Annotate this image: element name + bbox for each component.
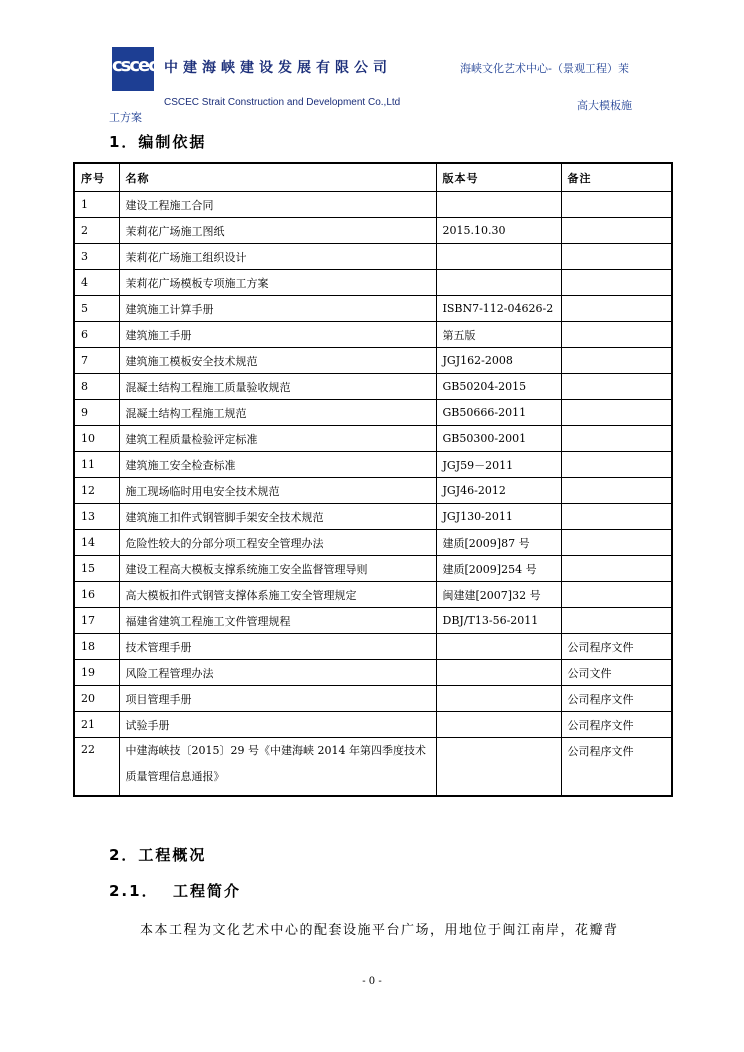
table-row [74, 452, 672, 478]
cell-version: 第五版 [436, 322, 561, 348]
cell-version: DBJ/T13-56-2011 [436, 608, 561, 634]
col-header-version: 版本号 [436, 163, 561, 192]
cell-version: 建质[2009]87 号 [436, 530, 561, 556]
cell-note [561, 478, 672, 504]
table-row [74, 556, 672, 582]
cell-note: 公司文件 [561, 660, 672, 686]
company-name-cn: 中建海峡建设发展有限公司 [164, 60, 392, 76]
cell-note [561, 270, 672, 296]
cell-no: 6 [74, 322, 119, 348]
table-row [74, 660, 672, 686]
col-header-no: 序号 [74, 163, 119, 192]
project-title-line2: 高大模板施 [577, 99, 632, 112]
cell-note [561, 426, 672, 452]
cell-name: 茉莉花广场施工组织设计 [119, 244, 436, 270]
cell-version: JGJ130-2011 [436, 504, 561, 530]
section-2-heading: 2．工程概况 [109, 846, 207, 864]
cell-note [561, 244, 672, 270]
cell-name: 建筑施工模板安全技术规范 [119, 348, 436, 374]
cell-no: 13 [74, 504, 119, 530]
cell-version: JGJ46-2012 [436, 478, 561, 504]
table-row [74, 712, 672, 738]
cell-note: 公司程序文件 [561, 712, 672, 738]
cell-no: 3 [74, 244, 119, 270]
cell-note [561, 374, 672, 400]
cell-name: 建筑施工安全检查标准 [119, 452, 436, 478]
col-header-name: 名称 [119, 163, 436, 192]
table-row [74, 374, 672, 400]
table-row [74, 738, 672, 797]
cell-no: 8 [74, 374, 119, 400]
cell-version [436, 244, 561, 270]
cell-note: 公司程序文件 [561, 634, 672, 660]
cell-name: 建设工程施工合同 [119, 192, 436, 218]
table-row [74, 400, 672, 426]
cell-name: 施工现场临时用电安全技术规范 [119, 478, 436, 504]
table-row [74, 504, 672, 530]
basis-table-body [74, 163, 672, 796]
logo-text: cscec [112, 55, 157, 76]
cell-name: 中建海峡技〔2015〕29 号《中建海峡 2014 年第四季度技术质量管理信息通报》 [119, 738, 436, 797]
cell-version: 闽建建[2007]32 号 [436, 582, 561, 608]
cell-note [561, 348, 672, 374]
cell-name: 茉莉花广场施工图纸 [119, 218, 436, 244]
company-name-en: CSCEC Strait Construction and Development Co.,Ltd [164, 97, 401, 108]
cell-version [436, 660, 561, 686]
company-logo [112, 47, 157, 91]
cell-no: 15 [74, 556, 119, 582]
cell-version: JGJ59－2011 [436, 452, 561, 478]
cell-no: 19 [74, 660, 119, 686]
table-row [74, 478, 672, 504]
table-row [74, 634, 672, 660]
cell-no: 16 [74, 582, 119, 608]
cell-version [436, 738, 561, 797]
cell-name: 福建省建筑工程施工文件管理规程 [119, 608, 436, 634]
table-row [74, 608, 672, 634]
cell-version: 建质[2009]254 号 [436, 556, 561, 582]
project-title-line1: 海峡文化艺术中心-（景观工程）茉 [460, 62, 629, 75]
table-row [74, 322, 672, 348]
table-row [74, 582, 672, 608]
cell-version: 2015.10.30 [436, 218, 561, 244]
intro-paragraph: 本本工程为文化艺术中心的配套设施平台广场，用地位于闽江南岸，花瓣背 [140, 923, 619, 938]
cell-version [436, 686, 561, 712]
cell-note [561, 556, 672, 582]
cell-version [436, 270, 561, 296]
cell-no: 5 [74, 296, 119, 322]
cell-no: 17 [74, 608, 119, 634]
cell-no: 1 [74, 192, 119, 218]
table-row [74, 218, 672, 244]
cell-no: 9 [74, 400, 119, 426]
cell-version: JGJ162-2008 [436, 348, 561, 374]
cell-note [561, 400, 672, 426]
project-title-line3: 工方案 [109, 111, 142, 124]
cell-no: 22 [74, 738, 119, 797]
section-1-heading: 1．编制依据 [109, 133, 207, 151]
cell-no: 14 [74, 530, 119, 556]
cell-version: ISBN7-112-04626-2 [436, 296, 561, 322]
cell-name: 建筑施工扣件式钢管脚手架安全技术规范 [119, 504, 436, 530]
table-row [74, 530, 672, 556]
cell-no: 7 [74, 348, 119, 374]
table-row [74, 270, 672, 296]
cell-version [436, 634, 561, 660]
page-number: - 0 - [362, 976, 382, 987]
cell-name: 混凝土结构工程施工质量验收规范 [119, 374, 436, 400]
cell-name: 茉莉花广场模板专项施工方案 [119, 270, 436, 296]
table-row [74, 686, 672, 712]
table-header-row [74, 163, 672, 192]
cell-name: 建筑施工计算手册 [119, 296, 436, 322]
cell-name: 高大模板扣件式钢管支撑体系施工安全管理规定 [119, 582, 436, 608]
cell-no: 18 [74, 634, 119, 660]
cell-name: 建筑工程质量检验评定标准 [119, 426, 436, 452]
cell-name: 危险性较大的分部分项工程安全管理办法 [119, 530, 436, 556]
cell-name: 建设工程高大模板支撑系统施工安全监督管理导则 [119, 556, 436, 582]
cell-version [436, 712, 561, 738]
cell-note [561, 452, 672, 478]
cell-name: 建筑施工手册 [119, 322, 436, 348]
section-2-1-heading [109, 880, 241, 901]
cell-note [561, 322, 672, 348]
cell-no: 11 [74, 452, 119, 478]
section-2-1-title: 工程简介 [173, 882, 242, 900]
cell-name: 技术管理手册 [119, 634, 436, 660]
cell-note [561, 608, 672, 634]
cell-no: 21 [74, 712, 119, 738]
cell-version: GB50300-2001 [436, 426, 561, 452]
section-2-1-number: 2.1． [109, 882, 159, 900]
cell-no: 12 [74, 478, 119, 504]
cell-note [561, 504, 672, 530]
cell-note: 公司程序文件 [561, 738, 672, 797]
cell-version [436, 192, 561, 218]
cell-no: 20 [74, 686, 119, 712]
cell-note [561, 192, 672, 218]
cell-name: 试验手册 [119, 712, 436, 738]
col-header-note: 备注 [561, 163, 672, 192]
cell-note [561, 530, 672, 556]
cell-no: 10 [74, 426, 119, 452]
cell-name: 项目管理手册 [119, 686, 436, 712]
table-row [74, 426, 672, 452]
cell-note [561, 218, 672, 244]
cell-note [561, 296, 672, 322]
cell-name: 混凝土结构工程施工规范 [119, 400, 436, 426]
basis-table [73, 162, 673, 797]
table-row [74, 296, 672, 322]
cell-name: 风险工程管理办法 [119, 660, 436, 686]
cell-version: GB50666-2011 [436, 400, 561, 426]
cell-version: GB50204-2015 [436, 374, 561, 400]
cell-no: 4 [74, 270, 119, 296]
cell-note [561, 582, 672, 608]
cell-note: 公司程序文件 [561, 686, 672, 712]
table-row [74, 192, 672, 218]
table-row [74, 348, 672, 374]
table-row [74, 244, 672, 270]
cell-no: 2 [74, 218, 119, 244]
